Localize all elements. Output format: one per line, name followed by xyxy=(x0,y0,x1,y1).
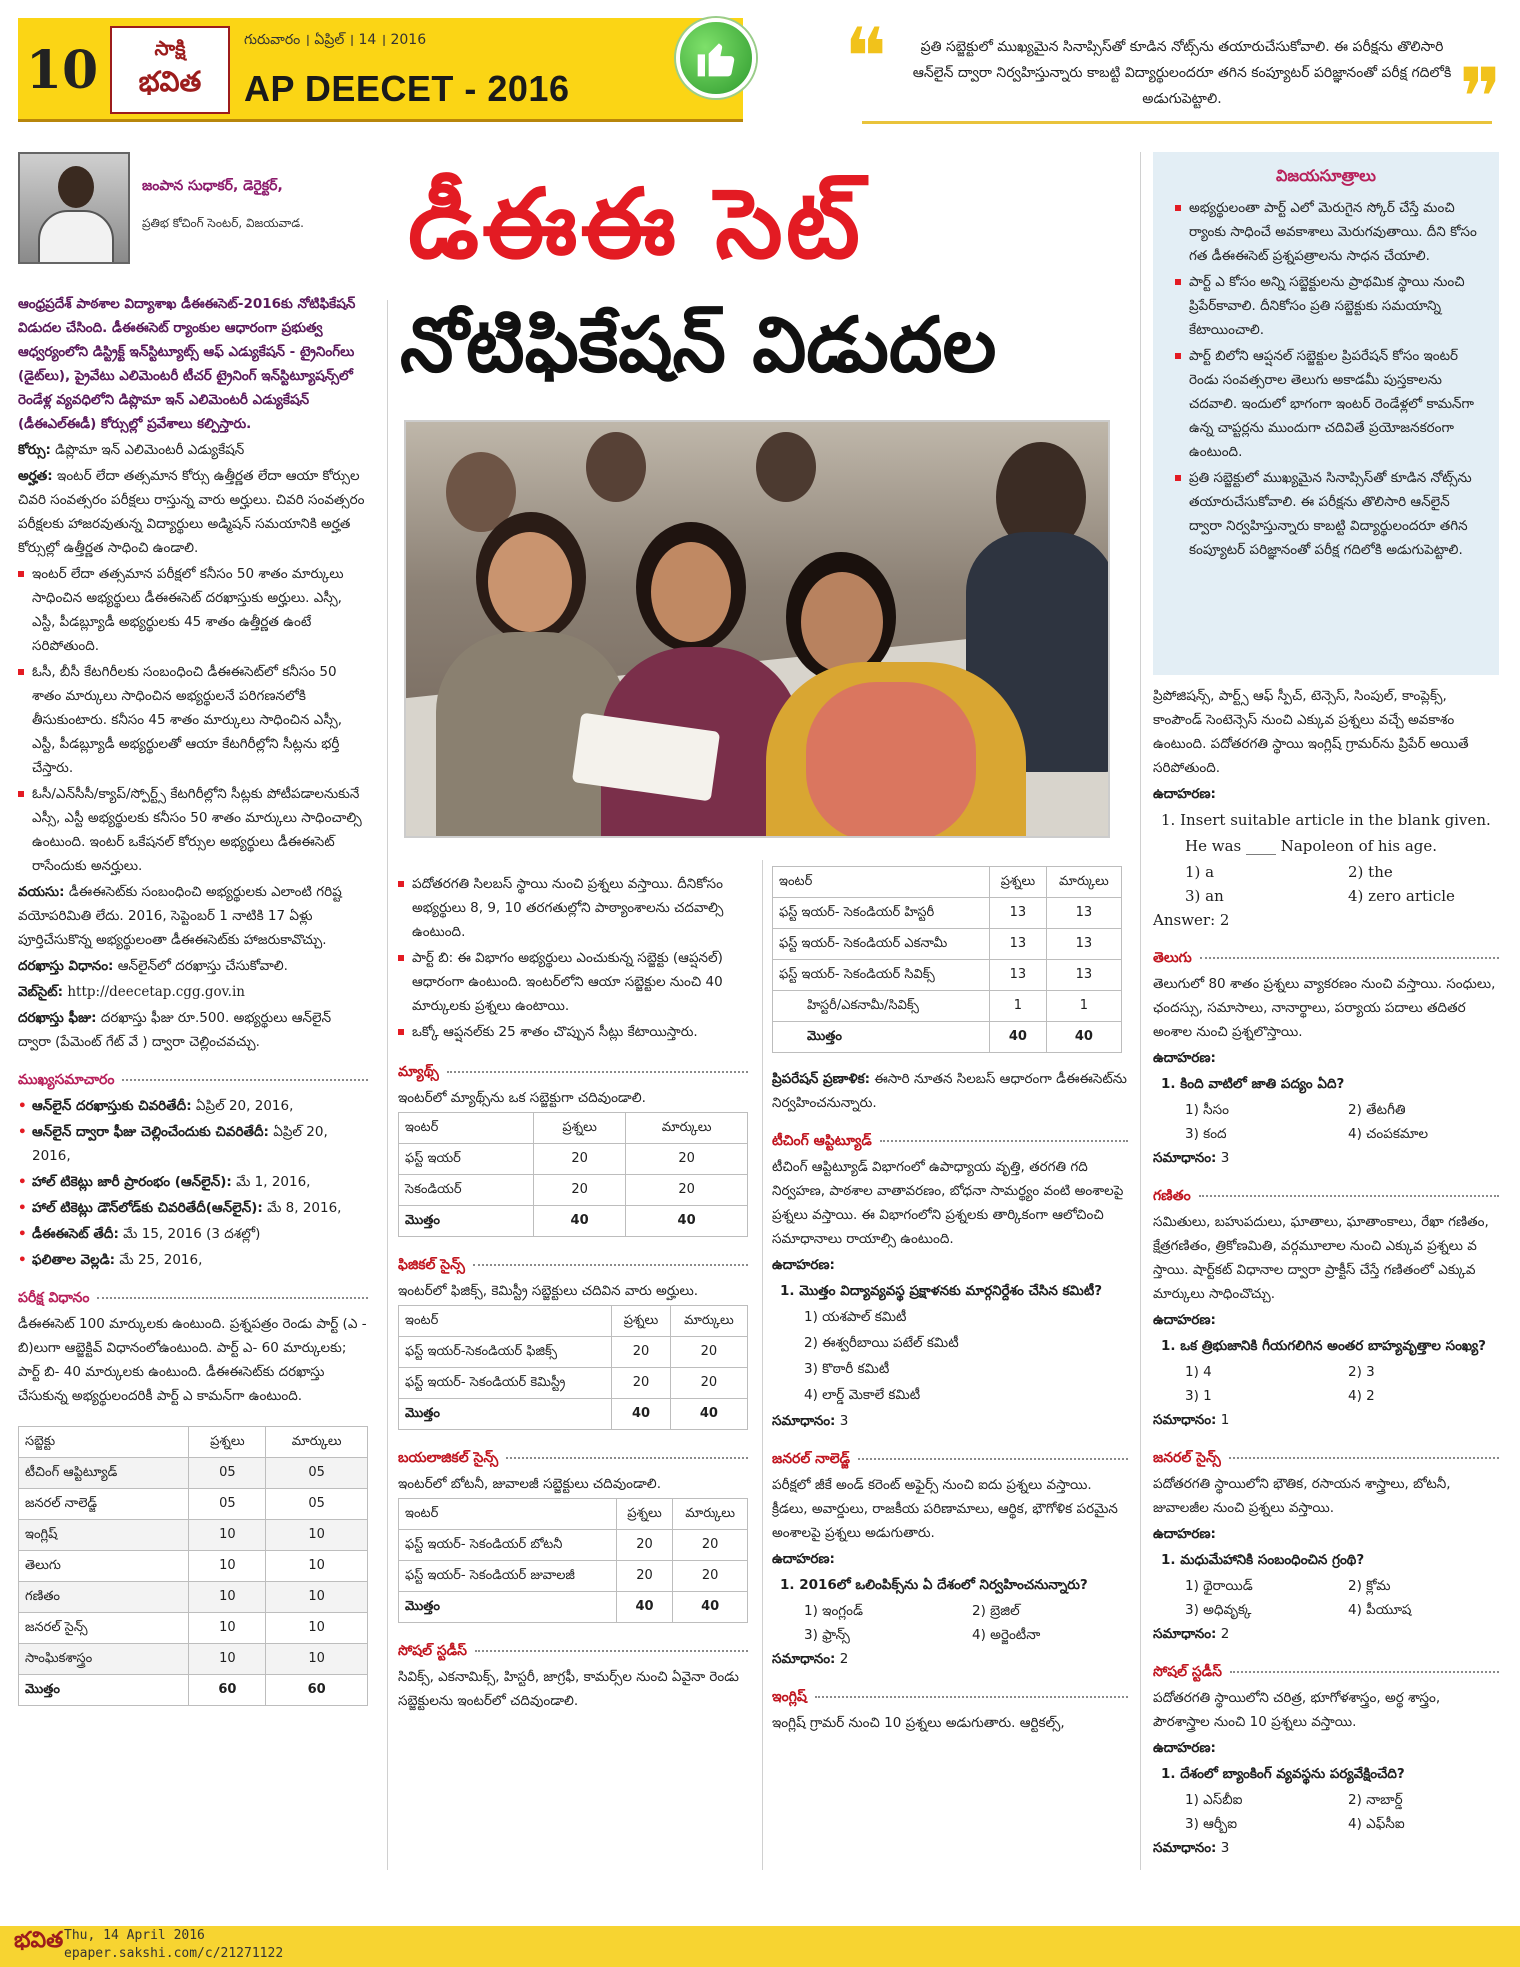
sidebar-item: పార్ట్ ఎ కోసం అన్ని సబ్జెక్టులను ప్రాథమిక స్థాయి నుంచి ప్రిపేర్‌కావాలి. దీనికోసం ప్రతి సబ్జెక్టుకు సమయాన్ని కేటాయించాలి. xyxy=(1175,270,1481,342)
age-line xyxy=(18,880,368,952)
tips-sidebar xyxy=(1153,152,1499,675)
eligibility-bullet: ఓసీ/ఎన్‌సీసీ/క్యాప్/స్పోర్ట్స్ కేటగిరీల్లోని సీట్లకు పోటీపడాలనుకునే ఎస్సీ, ఎస్టీ అభ్యర్థులకు కనీసం 50 శాతం మార్కులు సాధించాల్సి ఉంటుంది. ఇంటర్ ఒకేషనల్ కోర్సుల అభ్యర్థులు డీఈఈసెట్ రాసేందుకు అనర్హులు. xyxy=(18,782,368,878)
table-header-row: ఇంటర్ ప్రశ్నలు మార్కులు xyxy=(399,1306,748,1337)
part-a-table xyxy=(18,1426,368,1706)
page-number: 10 xyxy=(25,39,99,101)
table-total-row: మొత్తం 40 40 xyxy=(773,1022,1122,1053)
example-label: ఉదాహరణ: xyxy=(772,1551,835,1567)
answer-line: సమాధానం: 3 xyxy=(1153,1840,1230,1856)
column-rule xyxy=(1140,152,1141,1870)
general-science-section-title: జనరల్ సైన్స్ xyxy=(1153,1446,1499,1470)
dates-section-title: ముఖ్యసమాచారం xyxy=(18,1068,368,1092)
eligibility-value: ఇంటర్ లేదా తత్సమాన కోర్సు ఉత్తీర్ణత లేదా ఆయా కోర్సుల చివరి సంవత్సరం పరీక్షలు రాస్తున్న వారు అర్హులు. చివరి సంవత్సరం పరీక్షలకు హాజరవుతున్న విద్యార్థులు అడ్మిషన్ సమయానికి అర్హత కోర్సుల్లో ఉత్తీర్ణత సాధించి ఉండాలి. xyxy=(18,468,365,556)
sidebar-item: ప్రతి సబ్జెక్టులో ముఖ్యమైన సినాప్సిస్‌తో కూడిన నోట్స్‌ను తయారుచేసుకోవాలి. ఈ పరీక్షను తొలిసారి ఆన్‌లైన్ ద్వారా నిర్వహిస్తున్నారు కాబట్టి విద్యార్థులందరూ తగిన కంప్యూటర్ పరిజ్ఞానంతో పరీక్ష గదిలోకి అడుగుపెట్టాలి. xyxy=(1175,466,1481,562)
author-photo xyxy=(18,152,130,264)
question: 1. దేశంలో బ్యాంకింగ్ వ్యవస్థను పర్యవేక్షించేది? xyxy=(1161,1766,1405,1782)
option: 2) నాబార్డ్ xyxy=(1348,1792,1403,1808)
table-row: ఫస్ట్ ఇయర్- సెకండియర్ హిస్టరీ 13 13 xyxy=(773,898,1122,929)
age-value: డీఈఈసెట్‌కు సంబంధించి అభ్యర్థులకు ఎలాంటి గరిష్ట వయోపరిమితి లేదు. 2016, సెప్టెంబర్ 1 నాటికి 17 ఏళ్లు పూర్తిచేసుకొన్న అభ్యర్థులంతా డీఈఈసెట్‌కు హాజరుకావొచ్చు. xyxy=(18,884,342,948)
option: 1) ఇంగ్లండ్ xyxy=(804,1603,863,1619)
english-text: ఇంగ్లిష్ గ్రామర్ నుంచి 10 ప్రశ్నలు అడుగుతారు. ఆర్టికల్స్, xyxy=(772,1715,1065,1731)
table-row: ఫస్ట్ ఇయర్- సెకండియర్ జువాలజీ 20 20 xyxy=(399,1561,748,1592)
table-header-row xyxy=(19,1427,368,1458)
social-studies-text: సివిక్స్, ఎకనామిక్స్, హిస్టరీ, జాగ్రఫీ, కామర్స్‌ల నుంచి ఏవైనా రెండు సబ్జెక్టులను ఇంటర్‌లో చదివుండాలి. xyxy=(398,1669,739,1709)
option: 3) ఫ్రాన్స్ xyxy=(804,1627,850,1643)
preparation-value: ఈసారి నూతన సిలబస్ ఆధారంగా డీఈఈసెట్‌ను నిర్వహించనున్నారు. xyxy=(772,1071,1127,1111)
option: 4) లార్డ్ మెకాలే కమిటీ xyxy=(804,1387,921,1403)
table-header-row: ఇంటర్ ప్రశ్నలు మార్కులు xyxy=(773,867,1122,898)
options-grid xyxy=(1153,1360,1499,1408)
general-knowledge-section-title: జనరల్ నాలెడ్జ్ xyxy=(772,1447,1128,1471)
table-total-row: మొత్తం 40 40 xyxy=(399,1399,748,1430)
eligibility-bullet: ఇంటర్ లేదా తత్సమాన పరీక్షలో కనీసం 50 శాతం మార్కులు సాధించిన అభ్యర్థులు డీఈఈసెట్ దరఖాస్తుకు అర్హులు. ఎస్సీ, ఎస్టీ, పీడబ్ల్యూడీ అభ్యర్థులకు 45 శాతం ఉత్తీర్ణత ఉంటే సరిపోతుంది. xyxy=(18,562,368,658)
date-item: • ఫలితాల వెల్లడి: మే 25, 2016, xyxy=(18,1248,368,1272)
masthead xyxy=(18,18,743,122)
maths-section-title: మ్యాథ్స్ xyxy=(398,1060,748,1084)
table-row: తెలుగు 10 10 xyxy=(19,1551,368,1582)
sidebar-item: అభ్యర్థులంతా పార్ట్ ఎలో మెరుగైన స్కోర్ చేస్తే మంచి ర్యాంకు సాధించే అవకాశాలు మెరుగవుతాయి. దీని కోసం గత డీఈఈసెట్ ప్రశ్నపత్రాలను సాధన చేయాలి. xyxy=(1175,196,1481,268)
pattern-paragraph: డీఈఈసెట్ 100 మార్కులకు ఉంటుంది. ప్రశ్నపత్రం రెండు పార్ట్‌ (ఎ - బి)లుగా ఆబ్జెక్టివ్ విధానంలోఉంటుంది. పార్ట్ ఎ- 60 మార్కులకు; పార్ట్ బి- 40 మార్కులకు ఉంటుంది. డీఈఈసెట్‌కు దరఖాస్తు చేసుకున్న అభ్యర్థులందరికీ పార్ట్ ఎ కామన్‌గా ఉంటుంది. xyxy=(18,1316,367,1404)
option: 1) యశపాల్ కమిటీ xyxy=(804,1309,907,1325)
author-name: జంపాన సుధాకర్, డెరైక్టర్, xyxy=(142,178,283,194)
general-knowledge-text: పరీక్షలో జీకే అండ్ కరెంట్ అఫైర్స్ నుంచి ఐదు ప్రశ్నలు వస్తాయి. క్రీడలు, అవార్డులు, రాజకీయ పరిణామాలు, ఆర్థిక, భౌగోళిక పరమైన అంశాలపై ప్రశ్నలు అడుగుతారు. xyxy=(772,1477,1118,1541)
english-continued-text: ప్రిపోజిషన్స్, పార్ట్స్ ఆఫ్ స్పీచ్, టెన్సెస్, సింపుల్, కాంప్లెక్స్, కాంపౌండ్ సెంటెన్సెస్ నుంచి ఎక్కువ ప్రశ్నలు వచ్చే అవకాశం ఉంటుంది. పదోతరగతి స్థాయి ఇంగ్లిష్ గ్రామర్‌ను ప్రిపేర్ అయితే సరిపోతుంది. xyxy=(1153,688,1469,776)
telugu-text: తెలుగులో 80 శాతం ప్రశ్నలు వ్యాకరణం నుంచి వస్తాయి. సంధులు, ఛందస్సు, సమాసాలు, నానార్థాలు, పర్యాయ పదాలు తదితర అంశాల నుంచి ప్రశ్నలొస్తాయి. xyxy=(1153,976,1496,1040)
answer-line: సమాధానం: 3 xyxy=(772,1413,849,1429)
part-b-bullet: పార్ట్ బి: ఈ విభాగం అభ్యర్థులు ఎంచుకున్న సబ్జెక్టు (ఆప్షనల్) ఆధారంగా ఉంటుంది. ఇంటర్‌లోని ఆయా సబ్జెక్టుల నుంచి 40 మార్కులకు ప్రశ్నలు ఉంటాయి. xyxy=(398,946,748,1018)
fee-value: దరఖాస్తు ఫీజు రూ.500. అభ్యర్థులు ఆన్‌లైన్ ద్వారా (పేమెంట్ గేట్ వే ) ద్వారా చెల్లించవచ్చు. xyxy=(18,1010,332,1050)
options-grid xyxy=(1153,1574,1499,1622)
option: 3) an xyxy=(1185,887,1224,905)
pattern-section-title: పరీక్ష విధానం xyxy=(18,1286,368,1310)
biological-science-text: ఇంటర్‌లో బోటనీ, జువాలజీ సబ్జెక్టులు చదివుండాలి. xyxy=(398,1476,661,1492)
table-row: జనరల్ సైన్స్ 10 10 xyxy=(19,1613,368,1644)
answer-line: సమాధానం: 2 xyxy=(1153,1626,1230,1642)
example-label: ఉదాహరణ: xyxy=(1153,1312,1216,1328)
question: 1. 2016లో ఒలింపిక్స్‌ను ఏ దేశంలో నిర్వహించనున్నారు? xyxy=(780,1577,1088,1593)
table-row: గణితం 10 10 xyxy=(19,1582,368,1613)
example-label: ఉదాహరణ: xyxy=(1153,1740,1216,1756)
option: 1) a xyxy=(1185,863,1215,881)
author-role: ప్రతిభ కోచింగ్ సెంటర్, విజయవాడ. xyxy=(142,216,304,230)
question-continued: He was ____ Napoleon of his age. xyxy=(1185,837,1438,855)
quote-open-icon: ❝ xyxy=(844,11,888,104)
eligibility-line xyxy=(18,464,368,560)
english-section-title: ఇంగ్లిష్ xyxy=(772,1685,1128,1709)
answer-line: సమాధానం: 3 xyxy=(1153,1150,1230,1166)
part-b-bullet: పదోతరగతి సిలబస్ స్థాయి నుంచి ప్రశ్నలు వస్తాయి. దీనికోసం అభ్యర్థులు 8, 9, 10 తరగతుల్లోని పాఠ్యాంశాలను చదవాల్సి ఉంటుంది. xyxy=(398,872,748,944)
option: 4) ఎఫ్‌సీఐ xyxy=(1348,1816,1405,1832)
table-row: ఫస్ట్ ఇయర్- సెకండియర్ సివిక్స్ 13 13 xyxy=(773,960,1122,991)
option: 1) 4 xyxy=(1185,1364,1212,1380)
sidebar-title: విజయసూత్రాలు xyxy=(1276,166,1376,185)
column-rule xyxy=(387,300,388,1870)
maths-section-title: గణితం xyxy=(1153,1184,1499,1208)
footer-logo: భవిత xyxy=(14,1928,64,1953)
preparation-line xyxy=(772,1067,1128,1115)
age-label: వయసు: xyxy=(18,884,65,900)
option: 3) కొఠారీ కమిటీ xyxy=(804,1361,890,1377)
biological-science-section-title: బయలాజికల్ సైన్స్ xyxy=(398,1446,748,1470)
course-value: డిప్లొమా ఇన్ ఎలిమెంటరీ ఎడ్యుకేషన్ xyxy=(55,442,245,458)
date-item: • ఆన్‌లైన్ దరఖాస్తుకు చివరితేదీ: ఏప్రిల్ 20, 2016, xyxy=(18,1094,368,1118)
quote-close-icon: ❞ xyxy=(1458,51,1502,144)
table-total-row: మొత్తం 40 40 xyxy=(399,1592,748,1623)
option: 2) ఈశ్వరీబాయి పటేల్ కమిటీ xyxy=(804,1335,959,1351)
social-studies-section-title: సోషల్ స్టడీస్ xyxy=(398,1639,748,1663)
option: 3) అధివృక్క xyxy=(1185,1602,1252,1618)
option: 1) సీసం xyxy=(1185,1102,1229,1118)
option: 3) కంద xyxy=(1185,1126,1227,1142)
apply-line xyxy=(18,954,368,978)
thumbs-up-icon xyxy=(676,18,756,98)
table-row: ఫస్ట్ ఇయర్ 20 20 xyxy=(399,1144,748,1175)
table-header: మార్కులు xyxy=(266,1427,368,1458)
sidebar-list xyxy=(1175,196,1481,564)
maths-text: ఇంటర్‌లో మ్యాథ్స్‌ను ఒక సబ్జెక్టుగా చదివుండాలి. xyxy=(398,1090,646,1106)
maths-text: సమితులు, బహుపదులు, ఘాతాలు, ఘాతాంకాలు, రేఖా గణితం, క్షేత్రగణితం, త్రికోణమితి, వర్గమూలాల నుంచి ఎక్కువ ప్రశ్నలు వ స్తాయి. షార్ట్‌కట్ విధానాల ద్వారా ప్రాక్టీస్ చేస్తే గణితంలో ఎక్కువ మార్కులు సాధించొచ్చు. xyxy=(1153,1214,1489,1302)
option: 3) 1 xyxy=(1185,1388,1212,1404)
brand-top-text: సాక్షి xyxy=(154,35,186,60)
example-label: ఉదాహరణ: xyxy=(1153,786,1216,802)
website-label: వెబ్‌సైట్: xyxy=(18,984,64,1000)
column-rule xyxy=(762,860,763,1870)
intro-paragraph: ఆంధ్రప్రదేశ్ పాఠశాల విద్యాశాఖ డీఈఈసెట్-2016కు నోటిఫికేషన్ విడుదల చేసింది. డీఈఈసెట్ ర్యాంకుల ఆధారంగా ప్రభుత్వ ఆధ్వర్యంలోని డిస్ట్రిక్ట్ ఇన్‌స్టిట్యూట్స్ ఆఫ్ ఎడ్యుకేషన్ - ట్రైనింగ్‌లు (డైట్‌లు), ప్రైవేటు ఎలిమెంటరీ టీచర్ ట్రైనింగ్ ఇన్‌స్టిట్యూషన్స్‌లో రెండేళ్ల వ్యవధిలోని డిప్లొమా ఇన్ ఎలిమెంటరీ ఎడ్యుకేషన్ (డీఈఎల్‌ఈడీ) కోర్సుల్లో ప్రవేశాలు కల్పిస్తారు. xyxy=(18,296,356,432)
table-row: హిస్టరీ/ఎకనామీ/సివిక్స్ 1 1 xyxy=(773,991,1122,1022)
teaching-aptitude-section-title: టీచింగ్ ఆప్టిట్యూడ్ xyxy=(772,1129,1128,1153)
option: 4) అర్జెంటీనా xyxy=(972,1627,1041,1643)
options-grid xyxy=(1153,1788,1499,1836)
example-label: ఉదాహరణ: xyxy=(772,1257,835,1273)
table-total-row: మొత్తం 40 40 xyxy=(399,1206,748,1237)
options-grid xyxy=(1153,1098,1499,1146)
table-row: జనరల్ నాలెడ్జ్ 05 05 xyxy=(19,1489,368,1520)
column-4 xyxy=(1153,684,1499,1862)
table-header: సబ్జెక్టు xyxy=(19,1427,189,1458)
website-line xyxy=(18,980,368,1004)
table-row: ఫస్ట్ ఇయర్- సెకండియర్ ఎకనామీ 13 13 xyxy=(773,929,1122,960)
students-photo xyxy=(404,420,1110,838)
option: 1) థైరాయిడ్ xyxy=(1185,1578,1253,1594)
sidebar-item: పార్ట్ బిలోని ఆప్షనల్ సబ్జెక్టుల ప్రిపరేషన్ కోసం ఇంటర్ రెండు సంవత్సరాల తెలుగు అకాడమీ పుస్తకాలను చదవాలి. ఇందులో భాగంగా ఇంటర్ రెండేళ్లలో కామన్‌గా ఉన్న చాప్టర్లను ముందుగా చదివితే ప్రయోజనకరంగా ఉంటుంది. xyxy=(1175,344,1481,464)
part-b-bullet: ఒక్కో ఆప్షనల్‌కు 25 శాతం చొప్పున సీట్లు కేటాయిస్తారు. xyxy=(398,1020,748,1044)
date-item: • ఆన్‌లైన్ ద్వారా ఫీజు చెల్లించేందుకు చివరితేదీ: ఏప్రిల్ 20, 2016, xyxy=(18,1120,368,1168)
table-row: సాంఘికశాస్త్రం 10 10 xyxy=(19,1644,368,1675)
eligibility-label: అర్హత: xyxy=(18,468,53,484)
example-label: ఉదాహరణ: xyxy=(1153,1526,1216,1542)
question: 1. మధుమేహానికి సంబంధించిన గ్రంథి? xyxy=(1161,1552,1365,1568)
brand-logo xyxy=(110,26,230,114)
option: 4) పీయూష xyxy=(1348,1602,1412,1618)
telugu-section-title: తెలుగు xyxy=(1153,946,1499,970)
quote-box xyxy=(844,11,1502,144)
teaching-aptitude-text: టీచింగ్ ఆప్టిట్యూడ్ విభాగంలో ఉపాధ్యాయ వృత్తి, తరగతి గది నిర్వహణ, పాఠశాల వాతావరణం, బోధనా సామర్థ్యం వంటి అంశాలపై ప్రశ్నలు వస్తాయి. ఈ విభాగంలోని ప్రశ్నలకు తార్కికంగా ఆలోచించి సమాధానాలు రాయాల్సి ఉంటుంది. xyxy=(772,1159,1124,1247)
date-item: • హాల్ టికెట్లు జారీ ప్రారంభం (ఆన్‌లైన్): మే 1, 2016, xyxy=(18,1170,368,1194)
option: 4) చంపకమాల xyxy=(1348,1126,1429,1142)
dateline: గురువారం । ఏప్రిల్ । 14 । 2016 xyxy=(244,32,427,48)
fee-line xyxy=(18,1006,368,1054)
apply-label: దరఖాస్తు విధానం: xyxy=(18,958,114,974)
question: 1. ఒక త్రిభుజానికి గీయగలిగిన అంతర బాహ్యవృత్తాల సంఖ్య? xyxy=(1161,1338,1486,1354)
answer-line: సమాధానం: 1 xyxy=(1153,1412,1230,1428)
physical-science-text: ఇంటర్‌లో ఫిజిక్స్, కెమిస్ట్రీ సబ్జెక్టులు చదివిన వారు అర్హులు. xyxy=(398,1283,699,1299)
biological-science-table xyxy=(398,1498,748,1623)
table-header: ప్రశ్నలు xyxy=(189,1427,266,1458)
physical-science-section-title: ఫిజికల్ సైన్స్ xyxy=(398,1253,748,1277)
headline-line-2: నోటిఫికేషన్ విడుదల xyxy=(400,300,997,389)
apply-value: ఆన్‌లైన్‌లో దరఖాస్తు చేసుకోవాలి. xyxy=(117,958,288,974)
column-2 xyxy=(398,872,748,1715)
website-link[interactable]: http://deecetap.cgg.gov.in xyxy=(67,984,245,1000)
table-row: సెకండియర్ 20 20 xyxy=(399,1175,748,1206)
table-row: ఫస్ట్ ఇయర్- సెకండియర్ కెమిస్ట్రీ 20 20 xyxy=(399,1368,748,1399)
table-header-row: ఇంటర్ ప్రశ్నలు మార్కులు xyxy=(399,1499,748,1530)
table-total-row: మొత్తం 60 60 xyxy=(19,1675,368,1706)
course-line xyxy=(18,438,368,462)
option: 4) 2 xyxy=(1348,1388,1375,1404)
brand-bottom-text: భవిత xyxy=(138,64,202,98)
question: 1. Insert suitable article in the blank given. xyxy=(1161,811,1491,829)
option: 1) ఎస్‌బీఐ xyxy=(1185,1792,1243,1808)
option: 2) తేటగీతి xyxy=(1348,1102,1406,1118)
example-label: ఉదాహరణ: xyxy=(1153,1050,1216,1066)
maths-table xyxy=(398,1112,748,1237)
footer-bar xyxy=(0,1926,1520,1967)
fee-label: దరఖాస్తు ఫీజు: xyxy=(18,1010,97,1026)
quote-text: ప్రతి సబ్జెక్టులో ముఖ్యమైన సినాప్సిస్‌తో కూడిన నోట్స్‌ను తయారుచేసుకోవాలి. ఈ పరీక్షను తొలిసారి ఆన్‌లైన్ ద్వారా నిర్వహిస్తున్నారు కాబట్టి విద్యార్థులందరూ తగిన కంప్యూటర్ పరిజ్ఞానంతో పరీక్ష గదిలోకి అడుగుపెట్టాలి. xyxy=(912,39,1452,107)
headline-line-1: డీఈఈ సెట్ xyxy=(408,168,863,280)
eligibility-bullet: ఓసీ, బీసీ కేటగిరీలకు సంబంధించి డీఈఈసెట్‌లో కనీసం 50 శాతం మార్కులు సాధించిన అభ్యర్థులనే పరిగణనలోకి తీసుకుంటారు. కనీసం 45 శాతం మార్కులు సాధించిన ఎస్సీ, ఎస్టీ, పీడబ్ల్యూడీ అభ్యర్థులతో ఆయా కేటగిరీల్లోని సీట్లను భర్తీ చేస్తారు. xyxy=(18,660,368,780)
social-studies-text: పదోతరగతి స్థాయిలోని చరిత్ర, భూగోళశాస్త్రం, అర్థ శాస్త్రం, పౌరశాస్త్రాల నుంచి 10 ప్రశ్నలు వస్తాయి. xyxy=(1153,1690,1441,1730)
option: 3) ఆర్బీఐ xyxy=(1185,1816,1238,1832)
date-item: • డీఈఈసెట్ తేదీ: మే 15, 2016 (3 దశల్లో) xyxy=(18,1222,368,1246)
option: 2) క్లోమ xyxy=(1348,1578,1391,1594)
option: 2) బ్రెజిల్ xyxy=(972,1603,1020,1619)
option: 2) the xyxy=(1348,863,1393,881)
question: 1. కింది వాటిలో జాతి పద్యం ఏది? xyxy=(1161,1076,1345,1092)
column-1 xyxy=(18,292,368,1706)
table-row: టీచింగ్ ఆప్టిట్యూడ్ 05 05 xyxy=(19,1458,368,1489)
table-header-row: ఇంటర్ ప్రశ్నలు మార్కులు xyxy=(399,1113,748,1144)
course-label: కోర్సు: xyxy=(18,442,51,458)
table-row: ఫస్ట్ ఇయర్- సెకండియర్ బోటనీ 20 20 xyxy=(399,1530,748,1561)
options-grid xyxy=(1153,860,1499,908)
general-science-text: పదోతరగతి స్థాయిలోని భౌతిక, రసాయన శాస్త్రాలు, బోటనీ, జువాలజీల నుంచి ప్రశ్నలు వస్తాయి. xyxy=(1153,1476,1451,1516)
answer-line: Answer: 2 xyxy=(1153,911,1230,929)
exam-title: AP DEECET - 2016 xyxy=(244,68,570,109)
question: 1. మొత్తం విద్యావ్యవస్థ ప్రక్షాళనకు మార్గనిర్దేశం చేసిన కమిటీ? xyxy=(780,1283,1103,1299)
footer-date: Thu, 14 April 2016 xyxy=(64,1928,205,1943)
social-studies-table xyxy=(772,866,1122,1053)
column-3 xyxy=(772,866,1128,1737)
physical-science-table xyxy=(398,1305,748,1430)
thumbs-up-glyph xyxy=(694,36,738,80)
preparation-label: ప్రిపరేషన్ ప్రణాళిక: xyxy=(772,1071,871,1087)
table-row: ఫస్ట్ ఇయర్-సెకండియర్ ఫిజిక్స్ 20 20 xyxy=(399,1337,748,1368)
options-grid xyxy=(772,1599,1128,1647)
social-studies-section-title: సోషల్ స్టడీస్ xyxy=(1153,1660,1499,1684)
date-item: • హాల్ టికెట్లు డౌన్‌లోడ్‌కు చివరితేదీ(ఆన్‌లైన్): మే 8, 2016, xyxy=(18,1196,368,1220)
option: 4) zero article xyxy=(1348,887,1455,905)
answer-line: సమాధానం: 2 xyxy=(772,1651,849,1667)
table-row: ఇంగ్లిష్ 10 10 xyxy=(19,1520,368,1551)
option: 2) 3 xyxy=(1348,1364,1375,1380)
footer-url[interactable]: epaper.sakshi.com/c/21271122 xyxy=(64,1946,284,1961)
